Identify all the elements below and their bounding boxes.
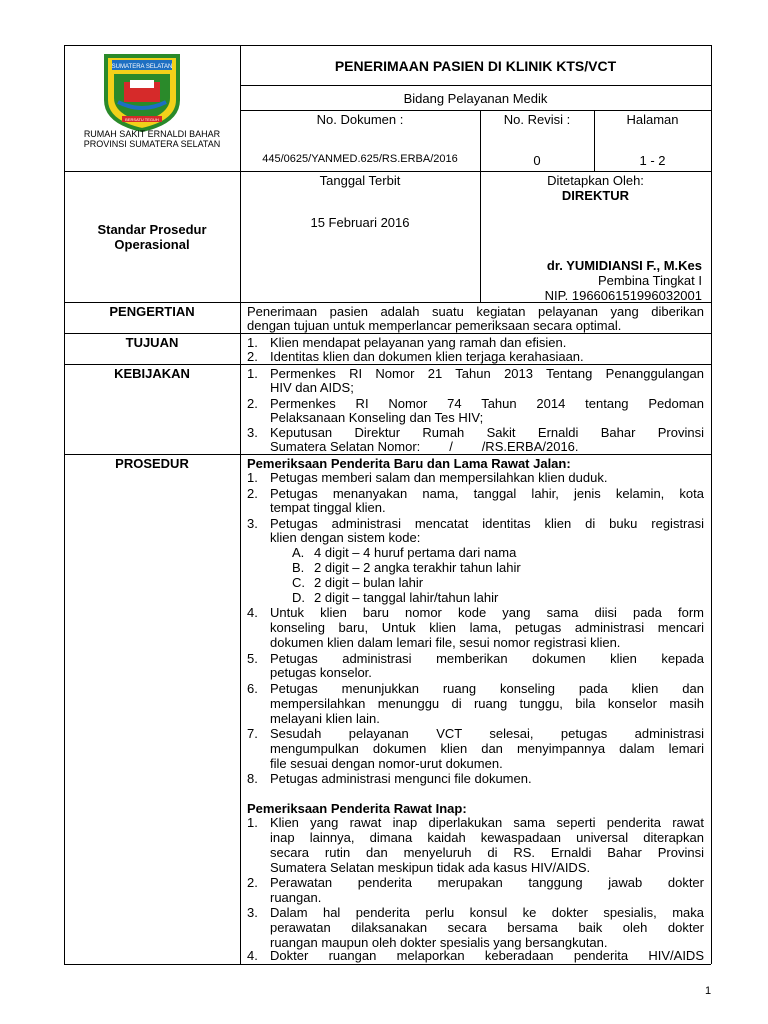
subitem-text: 4 digit – 4 huruf pertama dari nama <box>314 545 517 560</box>
set-by-label: Ditetapkan Oleh: <box>547 173 644 188</box>
prosedur-line: Petugas administrasi mengunci file dokumen. <box>270 771 532 786</box>
kebijakan-line: Pelaksanaan Konseling dan Tes HIV; <box>270 410 484 425</box>
prosedur-line: Sumatera Selatan meskipun tidak ada kasus HIV/AIDS. <box>270 860 591 875</box>
revision-value: 0 <box>533 153 541 168</box>
tujuan-num: 1. <box>247 335 258 350</box>
hospital-logo <box>100 52 184 132</box>
prosedur-num: 1. <box>247 470 258 485</box>
section-title: Pemeriksaan Penderita Baru dan Lama Rawat Jalan: <box>247 456 571 471</box>
prosedur-line: Petugas administrasi memberikan dokumen klien kepada <box>270 651 704 666</box>
row-line <box>64 333 711 334</box>
row-line <box>64 171 711 172</box>
tujuan-num: 2. <box>247 349 258 364</box>
kebijakan-line: Keputusan Direktur Rumah Sakit Ernaldi Bahar Provinsi <box>270 425 704 440</box>
kebijakan-num: 3. <box>247 425 258 440</box>
prosedur-num: 3. <box>247 516 258 531</box>
prosedur-line: melayani klien lain. <box>270 711 380 726</box>
kebijakan-label: KEBIJAKAN <box>114 366 190 381</box>
prosedur-line: inap lainnya, dimana kaidah kewaspadaan universal diterapkan <box>270 830 704 845</box>
prosedur-line: konseling baru, Untuk klien lama, petugas administrasi mencari <box>270 620 704 635</box>
sop-label-line2: Operasional <box>114 237 190 252</box>
prosedur-line: Petugas menunjukkan ruang konseling pada klien dan <box>270 681 704 696</box>
prosedur-num: 4. <box>247 948 258 963</box>
issue-date: 15 Februari 2016 <box>310 215 410 230</box>
tujuan-label: TUJUAN <box>125 335 179 350</box>
prosedur-line: petugas konselor. <box>270 665 372 680</box>
prosedur-line: tempat tinggal klien. <box>270 500 386 515</box>
prosedur-num: 2. <box>247 875 258 890</box>
subitem-num: D. <box>292 590 305 605</box>
subitem-text: 2 digit – bulan lahir <box>314 575 424 590</box>
section-title: Pemeriksaan Penderita Rawat Inap: <box>247 801 467 816</box>
prosedur-line: Petugas administrasi mencatat identitas klien di buku registrasi <box>270 516 704 531</box>
table-border-top <box>64 45 711 46</box>
svg-text:BERSATU TEGUH: BERSATU TEGUH <box>125 117 159 122</box>
prosedur-num: 6. <box>247 681 258 696</box>
prosedur-line: mempersilahkan menunggu di ruang tunggu, bila konselor masih <box>270 696 704 711</box>
prosedur-line: secara rutin dan menyeluruh di RS. Ernaldi Bahar Provinsi <box>270 845 704 860</box>
prosedur-num: 3. <box>247 905 258 920</box>
director-rank: Pembina Tingkat I <box>597 273 702 288</box>
svg-text:SUMATERA SELATAN: SUMATERA SELATAN <box>111 64 173 70</box>
prosedur-line: Perawatan penderita merupakan tanggung jawab dokter <box>270 875 704 890</box>
hospital-province: PROVINSI SUMATERA SELATAN <box>83 139 221 149</box>
table-border-right <box>711 45 712 964</box>
department: Bidang Pelayanan Medik <box>403 91 548 106</box>
kebijakan-line: HIV dan AIDS; <box>270 380 354 395</box>
subitem-text: 2 digit – tanggal lahir/tahun lahir <box>314 590 499 605</box>
prosedur-num: 8. <box>247 771 258 786</box>
tujuan-item: Klien mendapat pelayanan yang ramah dan efisien. <box>270 335 567 350</box>
row-line <box>240 85 711 86</box>
hospital-name: RUMAH SAKIT ERNALDI BAHAR <box>83 129 221 139</box>
subitem-num: B. <box>292 560 305 575</box>
pengertian-line: Penerimaan pasien adalah suatu kegiatan pelayanan yang diberikan <box>247 304 704 319</box>
document-title: PENERIMAAN PASIEN DI KLINIK KTS/VCT <box>334 58 617 74</box>
sop-label-line1: Standar Prosedur <box>97 222 207 237</box>
prosedur-line: Dalam hal penderita perlu konsul ke dokter spesialis, maka <box>270 905 704 920</box>
page-number: 1 <box>705 985 712 997</box>
doc-no-label: No. Dokumen : <box>316 112 404 127</box>
table-border-left <box>64 45 65 964</box>
prosedur-num: 7. <box>247 726 258 741</box>
pengertian-line: dengan tujuan untuk memperlancar pemeriksaan secara optimal. <box>247 318 622 333</box>
subitem-num: A. <box>292 545 305 560</box>
prosedur-line: Klien yang rawat inap diperlakukan sama seperti penderita rawat <box>270 815 704 830</box>
subitem-num: C. <box>292 575 305 590</box>
set-by-title: DIREKTUR <box>561 188 630 203</box>
row-line <box>240 110 711 111</box>
prosedur-num: 2. <box>247 486 258 501</box>
row-line <box>64 454 711 455</box>
prosedur-num: 5. <box>247 651 258 666</box>
kebijakan-num: 2. <box>247 396 258 411</box>
doc-no-value: 445/0625/YANMED.625/RS.ERBA/2016 <box>262 153 458 165</box>
prosedur-line: dokumen klien dalam lemari file, sesui nomor registrasi klien. <box>270 635 621 650</box>
prosedur-line: Dokter ruangan melaporkan keberadaan penderita HIV/AIDS <box>270 948 704 963</box>
director-nip: NIP. 196606151996032001 <box>544 288 702 303</box>
prosedur-line: ruangan. <box>270 890 322 905</box>
prosedur-line: Untuk klien baru nomor kode yang sama diisi pada form <box>270 605 704 620</box>
prosedur-line: Sesudah pelayanan VCT selesai, petugas administrasi <box>270 726 704 741</box>
prosedur-line: file sesuai dengan nomor-urut dokumen. <box>270 756 503 771</box>
row-line <box>64 364 711 365</box>
subitem-text: 2 digit – 2 angka terakhir tahun lahir <box>314 560 521 575</box>
prosedur-line: klien dengan sistem kode: <box>270 530 421 545</box>
page-label: Halaman <box>626 112 679 127</box>
pengertian-label: PENGERTIAN <box>109 304 195 319</box>
kebijakan-line: Permenkes RI Nomor 74 Tahun 2014 tentang Pedoman <box>270 396 704 411</box>
prosedur-line: ruangan maupun oleh dokter spesialis yang bersangkutan. <box>270 935 608 950</box>
kebijakan-line: Permenkes RI Nomor 21 Tahun 2013 Tentang Penanggulangan <box>270 366 704 381</box>
revision-label: No. Revisi : <box>503 112 571 127</box>
prosedur-num: 1. <box>247 815 258 830</box>
issue-date-label: Tanggal Terbit <box>319 173 401 188</box>
kebijakan-line: Sumatera Selatan Nomor: / /RS.ERBA/2016. <box>270 439 579 454</box>
prosedur-line: mengumpulkan dokumen klien dan menyimpannya dalam lemari <box>270 741 704 756</box>
page-value: 1 - 2 <box>639 153 666 168</box>
prosedur-num: 4. <box>247 605 258 620</box>
kebijakan-num: 1. <box>247 366 258 381</box>
tujuan-item: Identitas klien dan dokumen klien terjaga kerahasiaan. <box>270 349 584 364</box>
prosedur-line: perawatan dilaksanakan secara bersama baik oleh dokter <box>270 920 704 935</box>
director-name: dr. YUMIDIANSI F., M.Kes <box>546 258 702 273</box>
prosedur-label: PROSEDUR <box>115 456 189 471</box>
prosedur-line: Petugas memberi salam dan mempersilahkan klien duduk. <box>270 470 608 485</box>
prosedur-line: Petugas menanyakan nama, tanggal lahir, jenis kelamin, kota <box>270 486 704 501</box>
table-border-bottom <box>64 964 711 965</box>
